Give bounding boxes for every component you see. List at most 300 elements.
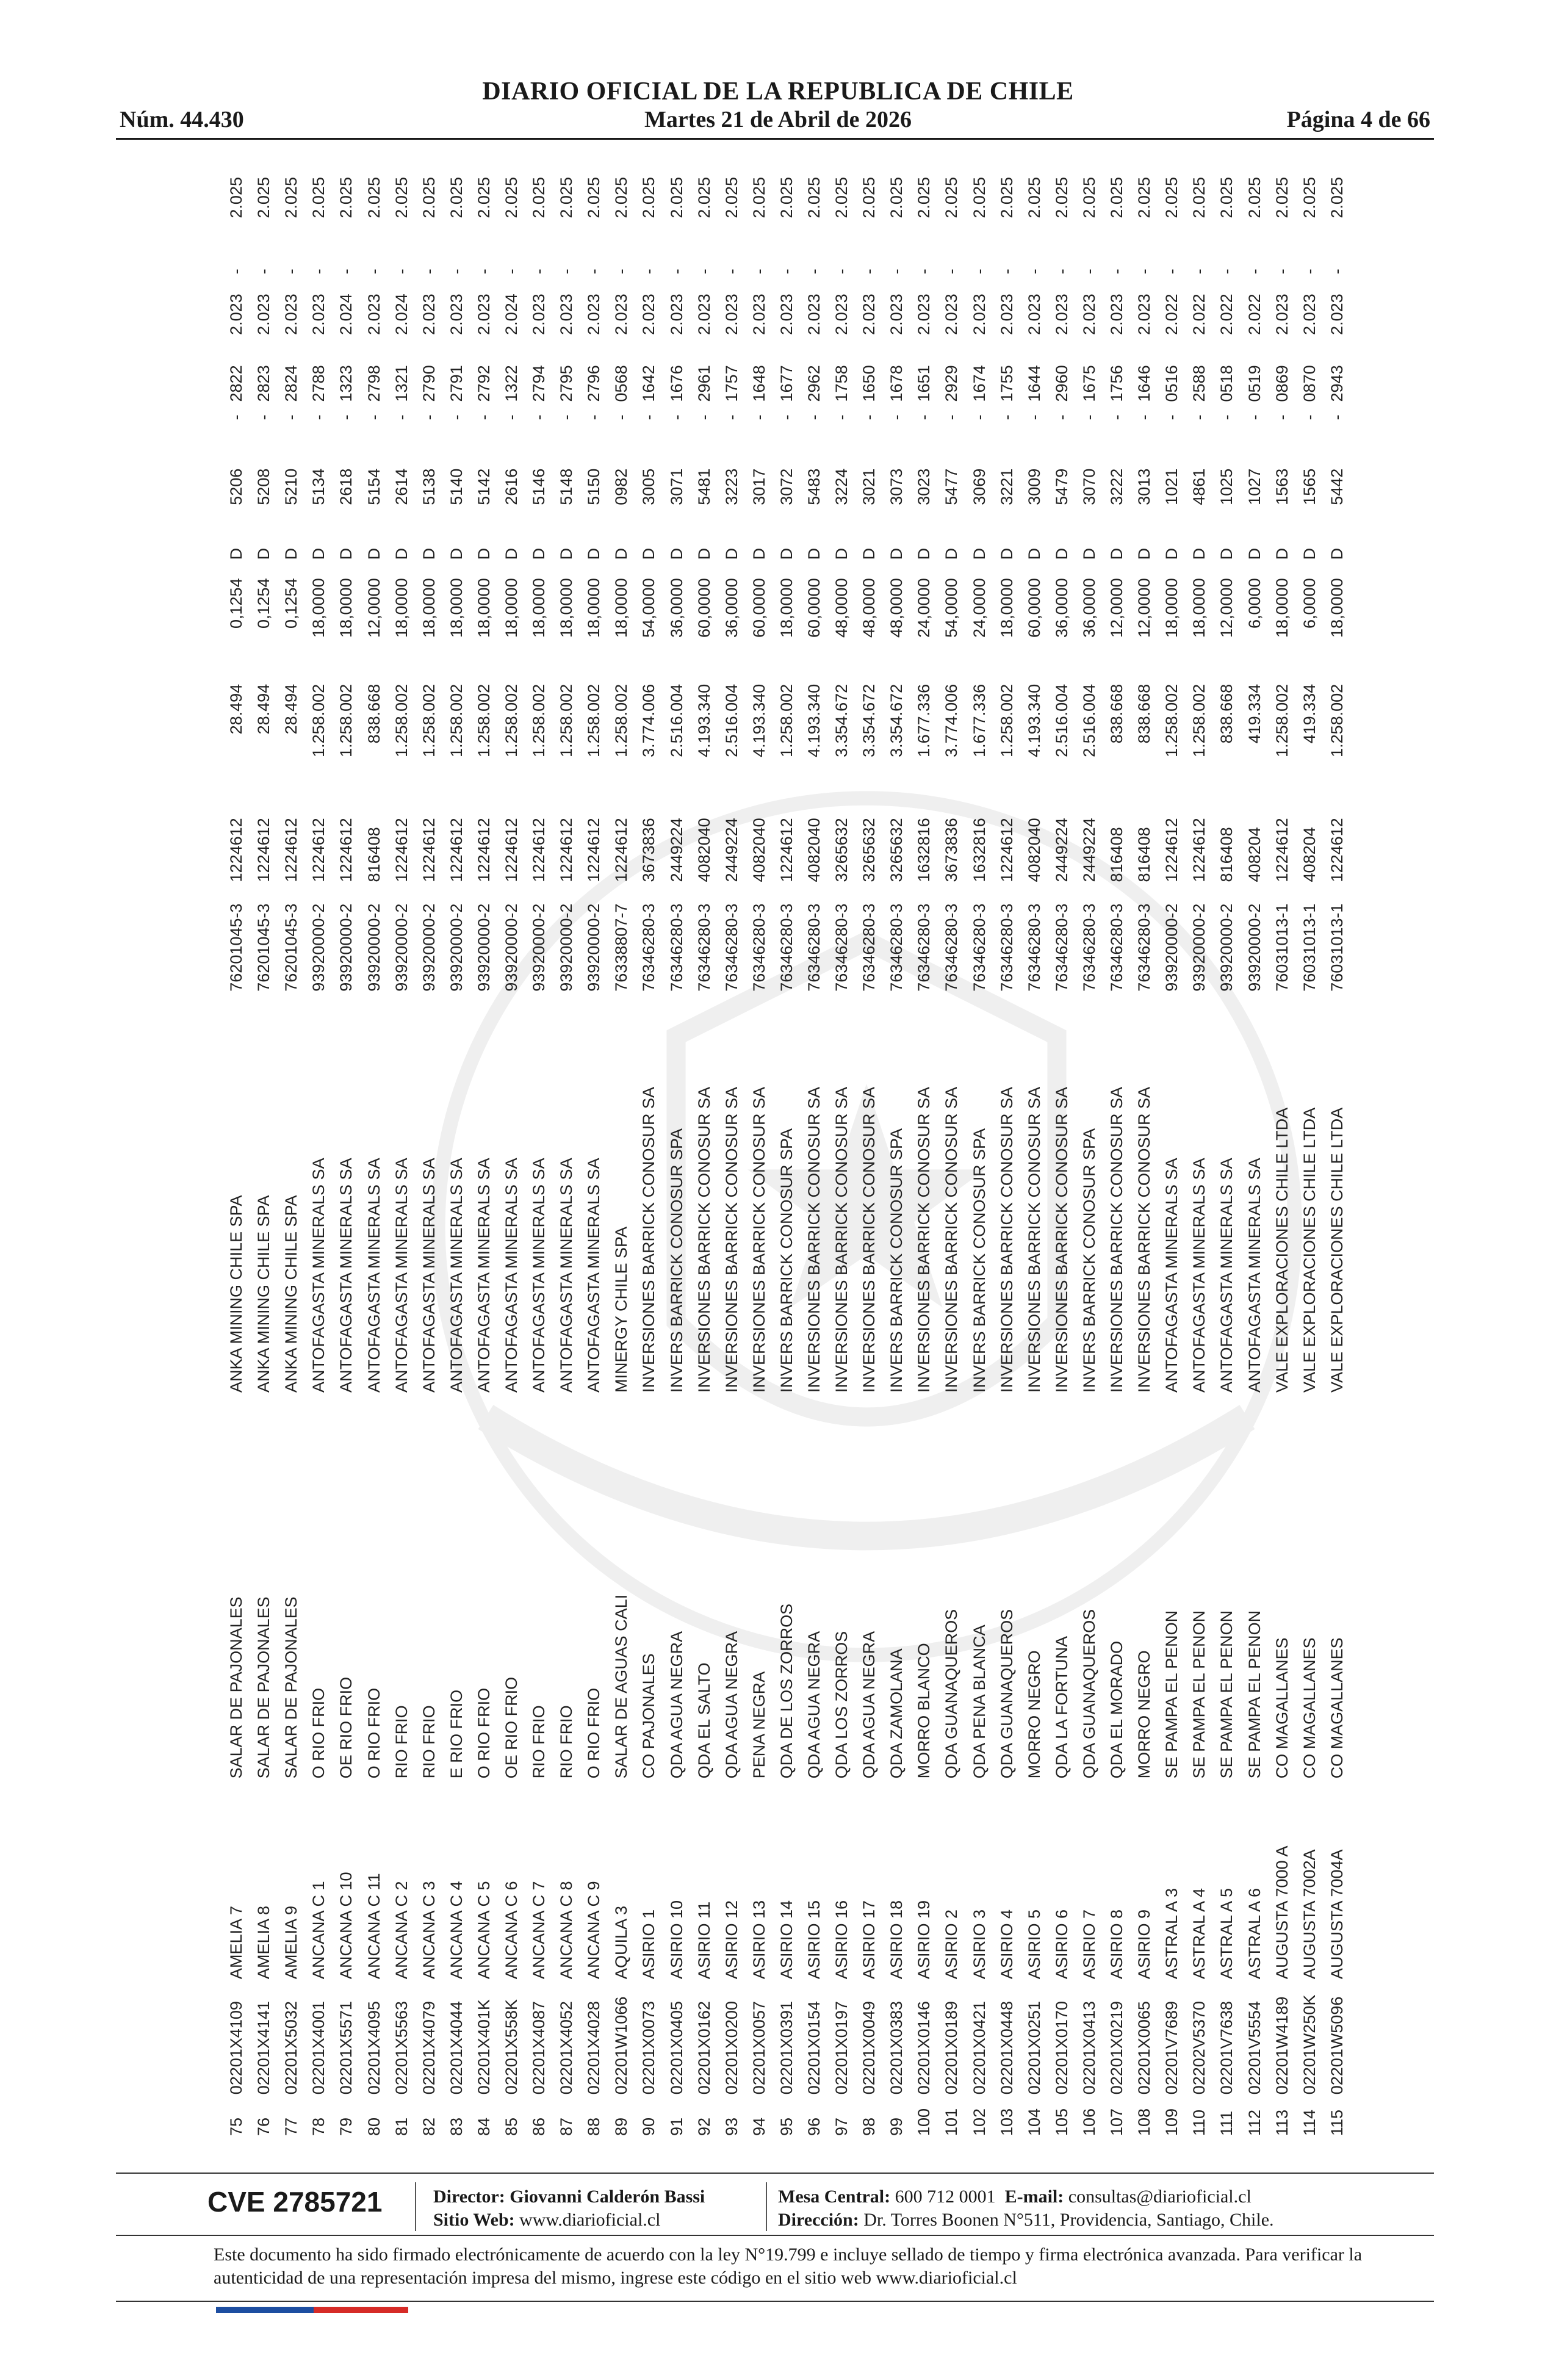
table-row (470, 177, 498, 2136)
footer-divider (116, 2173, 1434, 2174)
table-cell: 1675 (1079, 365, 1098, 402)
table-cell: 107 (1108, 2108, 1126, 2136)
table-cell: ANTOFAGASTA MINERALS SA (530, 1158, 549, 1393)
table-cell: 93920000-2 (419, 903, 438, 992)
table-cell: OE RIO FRIO (502, 1676, 520, 1779)
table-cell: D (694, 547, 713, 560)
table-cell: D (337, 547, 356, 560)
table-cell: - (1245, 269, 1264, 275)
table-cell: ANTOFAGASTA MINERALS SA (419, 1158, 438, 1393)
table-cell: ANCANA C 1 (309, 1881, 328, 1980)
table-cell: 2.025 (1135, 177, 1154, 218)
table-cell: 5154 (364, 468, 383, 505)
table-cell: RIO FRIO (392, 1705, 411, 1779)
table-cell: 02201X401K (474, 1999, 493, 2095)
table-cell: D (612, 547, 631, 560)
table-cell: D (254, 547, 273, 560)
table-cell: ASIRIO 15 (805, 1900, 824, 1980)
table-cell: 76346280-3 (777, 903, 796, 992)
table-cell: 76346280-3 (887, 903, 906, 992)
table-row (938, 177, 965, 2136)
website-line: Sitio Web: www.diarioficial.cl (433, 2210, 661, 2230)
table-cell: 1224612 (474, 818, 493, 882)
table-cell: 3070 (1079, 468, 1098, 505)
table-cell: 2790 (419, 365, 438, 402)
table-cell: ASIRIO 12 (722, 1900, 741, 1980)
table-cell: 02201X4079 (419, 2001, 438, 2095)
table-cell: 02201X0413 (1079, 2001, 1098, 2095)
table-cell: 2.025 (639, 177, 658, 218)
table-cell: - (942, 269, 961, 275)
table-cell: OE RIO FRIO (337, 1676, 356, 1779)
table-cell: 02202V5370 (1190, 2001, 1209, 2095)
table-cell: 76201045-3 (254, 903, 273, 992)
table-cell: 2.023 (612, 294, 631, 335)
table-cell: 02201W5096 (1327, 1996, 1346, 2095)
table-cell: - (227, 414, 246, 420)
table-cell: 18,0000 (447, 578, 466, 638)
table-row (525, 177, 553, 2136)
table-cell: D (1108, 547, 1126, 560)
table-cell: - (722, 414, 741, 420)
table-cell: 1224612 (612, 818, 631, 882)
table-row (883, 177, 910, 2136)
table-cell: 5477 (942, 468, 961, 505)
table-cell: 02201X0189 (942, 2001, 961, 2095)
table-cell: 1224612 (777, 818, 796, 882)
table-cell: D (722, 547, 741, 560)
table-cell: 2794 (530, 365, 549, 402)
table-cell: 2.025 (777, 177, 796, 218)
table-cell: 2.025 (832, 177, 851, 218)
table-cell: 1224612 (585, 818, 603, 882)
table-cell: 2.023 (227, 294, 246, 335)
table-row (1186, 177, 1213, 2136)
table-cell: ANCANA C 10 (337, 1872, 356, 1980)
table-cell: 36,0000 (1052, 578, 1071, 638)
table-cell: 2.025 (282, 177, 301, 218)
table-cell: 02201X0421 (970, 2001, 989, 2095)
table-cell: 419.334 (1300, 683, 1319, 744)
table-cell: 3071 (667, 468, 686, 505)
table-cell: 93920000-2 (530, 903, 549, 992)
table-cell: ANCANA C 2 (392, 1881, 411, 1980)
table-cell: 5134 (309, 468, 328, 505)
table-cell: 76346280-3 (639, 903, 658, 992)
table-cell: 838.668 (1135, 683, 1154, 744)
table-cell: - (915, 269, 934, 275)
table-cell: 0,1254 (227, 578, 246, 629)
table-cell: 79 (337, 2117, 356, 2136)
table-cell: 2.025 (722, 177, 741, 218)
table-cell: ANCANA C 9 (585, 1881, 603, 1980)
table-row (333, 177, 360, 2136)
table-cell: 1.258.002 (474, 683, 493, 757)
table-cell: 75 (227, 2117, 246, 2136)
table-cell: - (474, 269, 493, 275)
table-cell: 1676 (667, 365, 686, 402)
table-cell: 2.024 (337, 294, 356, 335)
table-cell: 2.024 (392, 294, 411, 335)
table-cell: 816408 (1135, 827, 1154, 882)
table-cell: D (942, 547, 961, 560)
table-cell: 2792 (474, 365, 493, 402)
table-cell: 93 (722, 2117, 741, 2136)
table-cell: INVERSIONES BARRICK CONOSUR SA (722, 1086, 741, 1393)
table-cell: D (749, 547, 768, 560)
table-cell: 93920000-2 (502, 903, 520, 992)
table-cell: - (860, 414, 879, 420)
table-cell: ASIRIO 9 (1135, 1909, 1154, 1980)
table-cell: ANTOFAGASTA MINERALS SA (392, 1158, 411, 1393)
table-cell: D (970, 547, 989, 560)
table-cell: 4.193.340 (1025, 683, 1043, 757)
table-cell: D (1079, 547, 1098, 560)
table-cell: AMELIA 7 (227, 1905, 246, 1980)
table-cell: 2.025 (1245, 177, 1264, 218)
table-cell: 02201X4001 (309, 2001, 328, 2095)
table-cell: 97 (832, 2117, 851, 2136)
table-cell: - (419, 414, 438, 420)
table-cell: 3009 (1025, 468, 1043, 505)
table-cell: 85 (502, 2117, 520, 2136)
table-cell: 5208 (254, 468, 273, 505)
table-cell: 2616 (502, 468, 520, 505)
table-cell: 408204 (1245, 827, 1264, 882)
table-cell: 2.023 (447, 294, 466, 335)
table-cell: QDA GUANAQUEROS (997, 1609, 1016, 1779)
table-cell: INVERSIONES BARRICK CONOSUR SA (832, 1086, 851, 1393)
table-cell: 02201X0405 (667, 2001, 686, 2095)
table-cell: D (530, 547, 549, 560)
table-cell: ANKA MINING CHILE SPA (282, 1195, 301, 1393)
table-cell: 2.023 (557, 294, 576, 335)
table-cell: 5150 (585, 468, 603, 505)
table-cell: 02201X0049 (860, 2001, 879, 2095)
concessions-table (223, 177, 1346, 2136)
table-cell: 4.193.340 (805, 683, 824, 757)
table-cell: 3265632 (887, 818, 906, 882)
table-cell: - (942, 414, 961, 420)
table-cell: D (474, 547, 493, 560)
table-cell: D (1025, 547, 1043, 560)
table-cell: - (502, 269, 520, 275)
table-cell: 76346280-3 (832, 903, 851, 992)
table-row (305, 177, 333, 2136)
table-cell: INVERSIONES BARRICK CONOSUR SA (997, 1086, 1016, 1393)
table-cell: 2.023 (419, 294, 438, 335)
table-cell: 76346280-3 (694, 903, 713, 992)
table-cell: 98 (860, 2117, 879, 2136)
table-cell: - (337, 414, 356, 420)
table-cell: 2795 (557, 365, 576, 402)
table-row (1269, 177, 1296, 2136)
table-cell: 1757 (722, 365, 741, 402)
table-cell: - (309, 269, 328, 275)
table-cell: 1.258.002 (557, 683, 576, 757)
table-cell: 1.258.002 (777, 683, 796, 757)
table-cell: - (749, 414, 768, 420)
table-cell: 1.258.002 (502, 683, 520, 757)
table-cell: 2.025 (749, 177, 768, 218)
table-cell: D (502, 547, 520, 560)
table-row (360, 177, 387, 2136)
table-cell: - (364, 414, 383, 420)
table-cell: 89 (612, 2117, 631, 2136)
table-cell: 4082040 (805, 818, 824, 882)
table-cell: 84 (474, 2117, 493, 2136)
table-cell: D (1272, 547, 1291, 560)
table-cell: 93920000-2 (337, 903, 356, 992)
table-cell: D (309, 547, 328, 560)
table-row (1324, 177, 1351, 2136)
table-cell: 4082040 (694, 818, 713, 882)
table-cell: RIO FRIO (557, 1705, 576, 1779)
table-cell: - (722, 269, 741, 275)
table-cell: 1677 (777, 365, 796, 402)
table-cell: 36,0000 (722, 578, 741, 638)
table-cell: 1224612 (1190, 818, 1209, 882)
table-cell: AQUILA 3 (612, 1905, 631, 1980)
table-cell: 106 (1079, 2108, 1098, 2136)
table-cell: 3072 (777, 468, 796, 505)
table-cell: - (557, 269, 576, 275)
table-cell: 1224612 (502, 818, 520, 882)
table-cell: O RIO FRIO (585, 1687, 603, 1779)
table-cell: INVERSIONES BARRICK CONOSUR SA (1135, 1086, 1154, 1393)
table-cell: ASIRIO 7 (1079, 1909, 1098, 1980)
table-row (691, 177, 718, 2136)
table-cell: 5142 (474, 468, 493, 505)
table-cell: 02201X4087 (530, 2001, 549, 2095)
table-cell: 76346280-3 (722, 903, 741, 992)
table-cell: - (337, 269, 356, 275)
table-cell: 60,0000 (694, 578, 713, 638)
cve-code: CVE 2785721 (207, 2186, 383, 2218)
table-cell: ANTOFAGASTA MINERALS SA (1162, 1158, 1181, 1393)
table-cell: 3.354.672 (887, 683, 906, 757)
table-cell: 02201X5571 (337, 2001, 356, 2095)
table-cell: 1646 (1135, 365, 1154, 402)
table-cell: 76346280-3 (1025, 903, 1043, 992)
table-cell: 54,0000 (639, 578, 658, 638)
table-cell: 2.025 (1025, 177, 1043, 218)
table-cell: 4082040 (749, 818, 768, 882)
table-cell: - (667, 414, 686, 420)
table-cell: - (1052, 414, 1071, 420)
table-cell: 48,0000 (887, 578, 906, 638)
table-cell: 2788 (309, 365, 328, 402)
table-cell: 2.023 (1079, 294, 1098, 335)
table-cell: 2.025 (1327, 177, 1346, 218)
table-cell: 100 (915, 2108, 934, 2136)
table-cell: 02201X5032 (282, 2001, 301, 2095)
table-cell: 2.023 (530, 294, 549, 335)
table-cell: 109 (1162, 2108, 1181, 2136)
table-row (1296, 177, 1324, 2136)
table-cell: - (639, 269, 658, 275)
table-cell: 12,0000 (364, 578, 383, 638)
table-cell: QDA AGUA NEGRA (860, 1631, 879, 1779)
table-cell: ANTOFAGASTA MINERALS SA (474, 1158, 493, 1393)
table-cell: D (1217, 547, 1236, 560)
table-cell: 02201X0073 (639, 2001, 658, 2095)
table-cell: 96 (805, 2117, 824, 2136)
table-cell: 78 (309, 2117, 328, 2136)
table-cell: 2.023 (915, 294, 934, 335)
table-row (443, 177, 470, 2136)
table-cell: 18,0000 (502, 578, 520, 638)
table-cell: ASIRIO 1 (639, 1909, 658, 1980)
table-cell: SE PAMPA EL PENON (1245, 1610, 1264, 1779)
table-cell: - (749, 269, 768, 275)
table-cell: 2449224 (1079, 818, 1098, 882)
table-cell: 2.025 (915, 177, 934, 218)
table-cell: 24,0000 (915, 578, 934, 638)
table-cell: D (1052, 547, 1071, 560)
table-cell: - (887, 269, 906, 275)
table-cell: 2449224 (1052, 818, 1071, 882)
table-cell: 2.023 (997, 294, 1016, 335)
table-cell: 02201X558K (502, 1999, 520, 2095)
table-cell: 02201W1066 (612, 1996, 631, 2095)
table-cell: 2943 (1327, 365, 1346, 402)
table-cell: D (1162, 547, 1181, 560)
table-cell: ANCANA C 11 (364, 1873, 383, 1980)
table-cell: 1224612 (447, 818, 466, 882)
table-cell: INVERSIONES BARRICK CONOSUR SA (694, 1086, 713, 1393)
table-cell: 105 (1052, 2108, 1071, 2136)
table-cell: AUGUSTA 7000 A (1272, 1845, 1291, 1980)
table-cell: 2929 (942, 365, 961, 402)
table-cell: D (667, 547, 686, 560)
table-cell: 48,0000 (860, 578, 879, 638)
table-cell: INVERS BARRICK CONOSUR SPA (777, 1128, 796, 1393)
table-cell: 95 (777, 2117, 796, 2136)
table-cell: 1025 (1217, 468, 1236, 505)
table-cell: - (447, 414, 466, 420)
table-cell: ASTRAL A 6 (1245, 1888, 1264, 1980)
table-cell: 02201X0146 (915, 2001, 934, 2095)
table-cell: D (282, 547, 301, 560)
table-cell: 1021 (1162, 468, 1181, 505)
table-cell: - (254, 414, 273, 420)
table-cell: 36,0000 (1079, 578, 1098, 638)
table-cell: O RIO FRIO (474, 1687, 493, 1779)
table-cell: 1674 (970, 365, 989, 402)
table-cell: - (694, 269, 713, 275)
table-cell: - (997, 269, 1016, 275)
table-cell: - (282, 414, 301, 420)
website-link[interactable]: www.diarioficial.cl (519, 2210, 661, 2230)
table-cell: 114 (1300, 2109, 1319, 2136)
table-cell: 18,0000 (557, 578, 576, 638)
table-cell: 2.023 (722, 294, 741, 335)
table-cell: 76338807-7 (612, 903, 631, 992)
table-cell: 2.023 (1025, 294, 1043, 335)
table-cell: D (1327, 547, 1346, 560)
table-cell: ASIRIO 17 (860, 1900, 879, 1980)
table-cell: 93920000-2 (585, 903, 603, 992)
table-cell: 02201X0057 (749, 2001, 768, 2095)
table-cell: 2823 (254, 365, 273, 402)
table-cell: - (1025, 414, 1043, 420)
table-cell: 02201X0200 (722, 2001, 741, 2095)
table-cell: 3005 (639, 468, 658, 505)
table-cell: 02201X0448 (997, 2001, 1016, 2095)
table-cell: 3224 (832, 468, 851, 505)
table-cell: QDA EL MORADO (1108, 1640, 1126, 1779)
table-cell: 2.023 (749, 294, 768, 335)
table-cell: AUGUSTA 7004A (1327, 1849, 1346, 1980)
table-cell: 0519 (1245, 365, 1264, 402)
table-cell: ANCANA C 8 (557, 1881, 576, 1980)
table-cell: 88 (585, 2117, 603, 2136)
table-cell: ANTOFAGASTA MINERALS SA (502, 1158, 520, 1393)
table-cell: 3069 (970, 468, 989, 505)
table-cell: SALAR DE PAJONALES (282, 1596, 301, 1779)
table-row (635, 177, 663, 2136)
table-cell: 1224612 (337, 818, 356, 882)
table-cell: 1.258.002 (392, 683, 411, 757)
table-cell: 5442 (1327, 468, 1346, 505)
table-row (498, 177, 525, 2136)
table-cell: 2.023 (364, 294, 383, 335)
table-cell: 1.258.002 (1190, 683, 1209, 757)
table-cell: 02201X0162 (694, 2001, 713, 2095)
table-cell: VALE EXPLORACIONES CHILE LTDA (1327, 1107, 1346, 1393)
table-cell: 104 (1025, 2108, 1043, 2136)
table-cell: 48,0000 (832, 578, 851, 638)
table-cell: PENA NEGRA (749, 1671, 768, 1779)
email-link[interactable]: consultas@diarioficial.cl (1068, 2187, 1252, 2207)
table-cell: 86 (530, 2117, 549, 2136)
table-row (416, 177, 443, 2136)
table-cell: ASIRIO 6 (1052, 1909, 1071, 1980)
table-cell: 2.023 (777, 294, 796, 335)
table-cell: INVERSIONES BARRICK CONOSUR SA (860, 1086, 879, 1393)
table-cell: 18,0000 (530, 578, 549, 638)
table-cell: - (1108, 414, 1126, 420)
table-cell: 18,0000 (777, 578, 796, 638)
table-cell: 1632816 (915, 818, 934, 882)
table-cell: - (1245, 414, 1264, 420)
table-cell: 81 (392, 2117, 411, 2136)
director-line: Director: Giovanni Calderón Bassi (433, 2187, 705, 2207)
table-cell: 93920000-2 (447, 903, 466, 992)
table-cell: 18,0000 (585, 578, 603, 638)
table-cell: 0516 (1162, 365, 1181, 402)
table-cell: 0870 (1300, 365, 1319, 402)
table-cell: 93920000-2 (474, 903, 493, 992)
table-cell: 838.668 (364, 683, 383, 744)
table-cell: - (805, 414, 824, 420)
table-cell: 838.668 (1108, 683, 1126, 744)
table-cell: 1648 (749, 365, 768, 402)
table-cell: 93920000-2 (364, 903, 383, 992)
table-cell: 76346280-3 (860, 903, 879, 992)
table-cell: 2.025 (612, 177, 631, 218)
table-cell: - (1190, 269, 1209, 275)
table-cell: 2.023 (639, 294, 658, 335)
table-cell: 2.025 (1272, 177, 1291, 218)
table-cell: - (282, 269, 301, 275)
table-row (1103, 177, 1131, 2136)
table-cell: 3265632 (860, 818, 879, 882)
table-cell: ASIRIO 14 (777, 1900, 796, 1980)
table-cell: 3.354.672 (832, 683, 851, 757)
table-cell: SE PAMPA EL PENON (1190, 1610, 1209, 1779)
